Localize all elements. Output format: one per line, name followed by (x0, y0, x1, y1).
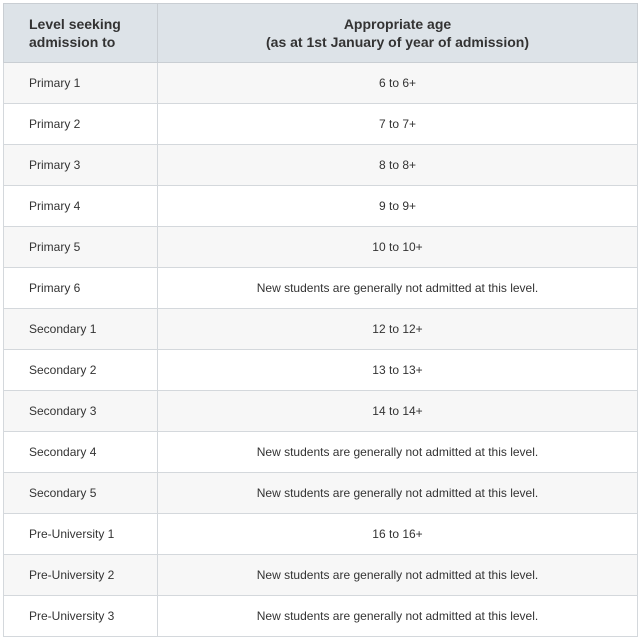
age-cell: 6 to 6+ (158, 63, 638, 104)
age-cell: 10 to 10+ (158, 227, 638, 268)
header-row (4, 4, 638, 63)
age-cell: 16 to 16+ (158, 514, 638, 555)
level-cell: Primary 1 (4, 63, 158, 104)
level-cell: Pre-University 1 (4, 514, 158, 555)
table-row (4, 309, 638, 350)
age-cell: New students are generally not admitted at this level. (158, 596, 638, 637)
age-cell: New students are generally not admitted at this level. (158, 473, 638, 514)
admission-age-table (3, 3, 638, 637)
age-header-line1: Appropriate age (343, 16, 452, 32)
age-cell: 13 to 13+ (158, 350, 638, 391)
age-header-line2: (as at 1st January of year of admission) (266, 34, 529, 50)
level-cell: Secondary 2 (4, 350, 158, 391)
level-header-line1: Level seeking (29, 16, 121, 32)
age-cell: 12 to 12+ (158, 309, 638, 350)
table-row (4, 104, 638, 145)
level-header-line2: admission to (29, 34, 116, 50)
level-cell: Primary 3 (4, 145, 158, 186)
table-row (4, 227, 638, 268)
table-row (4, 268, 638, 309)
table-row (4, 432, 638, 473)
age-cell: 14 to 14+ (158, 391, 638, 432)
level-cell: Primary 5 (4, 227, 158, 268)
table-row (4, 473, 638, 514)
table-row (4, 63, 638, 104)
level-cell: Primary 4 (4, 186, 158, 227)
table-row (4, 555, 638, 596)
table-header (4, 4, 638, 63)
level-cell: Primary 2 (4, 104, 158, 145)
level-cell: Secondary 5 (4, 473, 158, 514)
level-cell: Primary 6 (4, 268, 158, 309)
level-cell: Pre-University 3 (4, 596, 158, 637)
age-cell: 9 to 9+ (158, 186, 638, 227)
age-cell: New students are generally not admitted at this level. (158, 268, 638, 309)
level-cell: Secondary 1 (4, 309, 158, 350)
level-cell: Pre-University 2 (4, 555, 158, 596)
table-row (4, 391, 638, 432)
level-column-header (4, 4, 158, 63)
table-row (4, 596, 638, 637)
level-cell: Secondary 4 (4, 432, 158, 473)
table-row (4, 350, 638, 391)
age-column-header (158, 4, 638, 63)
age-cell: 8 to 8+ (158, 145, 638, 186)
table-row (4, 186, 638, 227)
table-row (4, 514, 638, 555)
age-cell: New students are generally not admitted at this level. (158, 432, 638, 473)
table-row (4, 145, 638, 186)
age-cell: 7 to 7+ (158, 104, 638, 145)
level-cell: Secondary 3 (4, 391, 158, 432)
age-cell: New students are generally not admitted at this level. (158, 555, 638, 596)
table-body (4, 63, 638, 637)
